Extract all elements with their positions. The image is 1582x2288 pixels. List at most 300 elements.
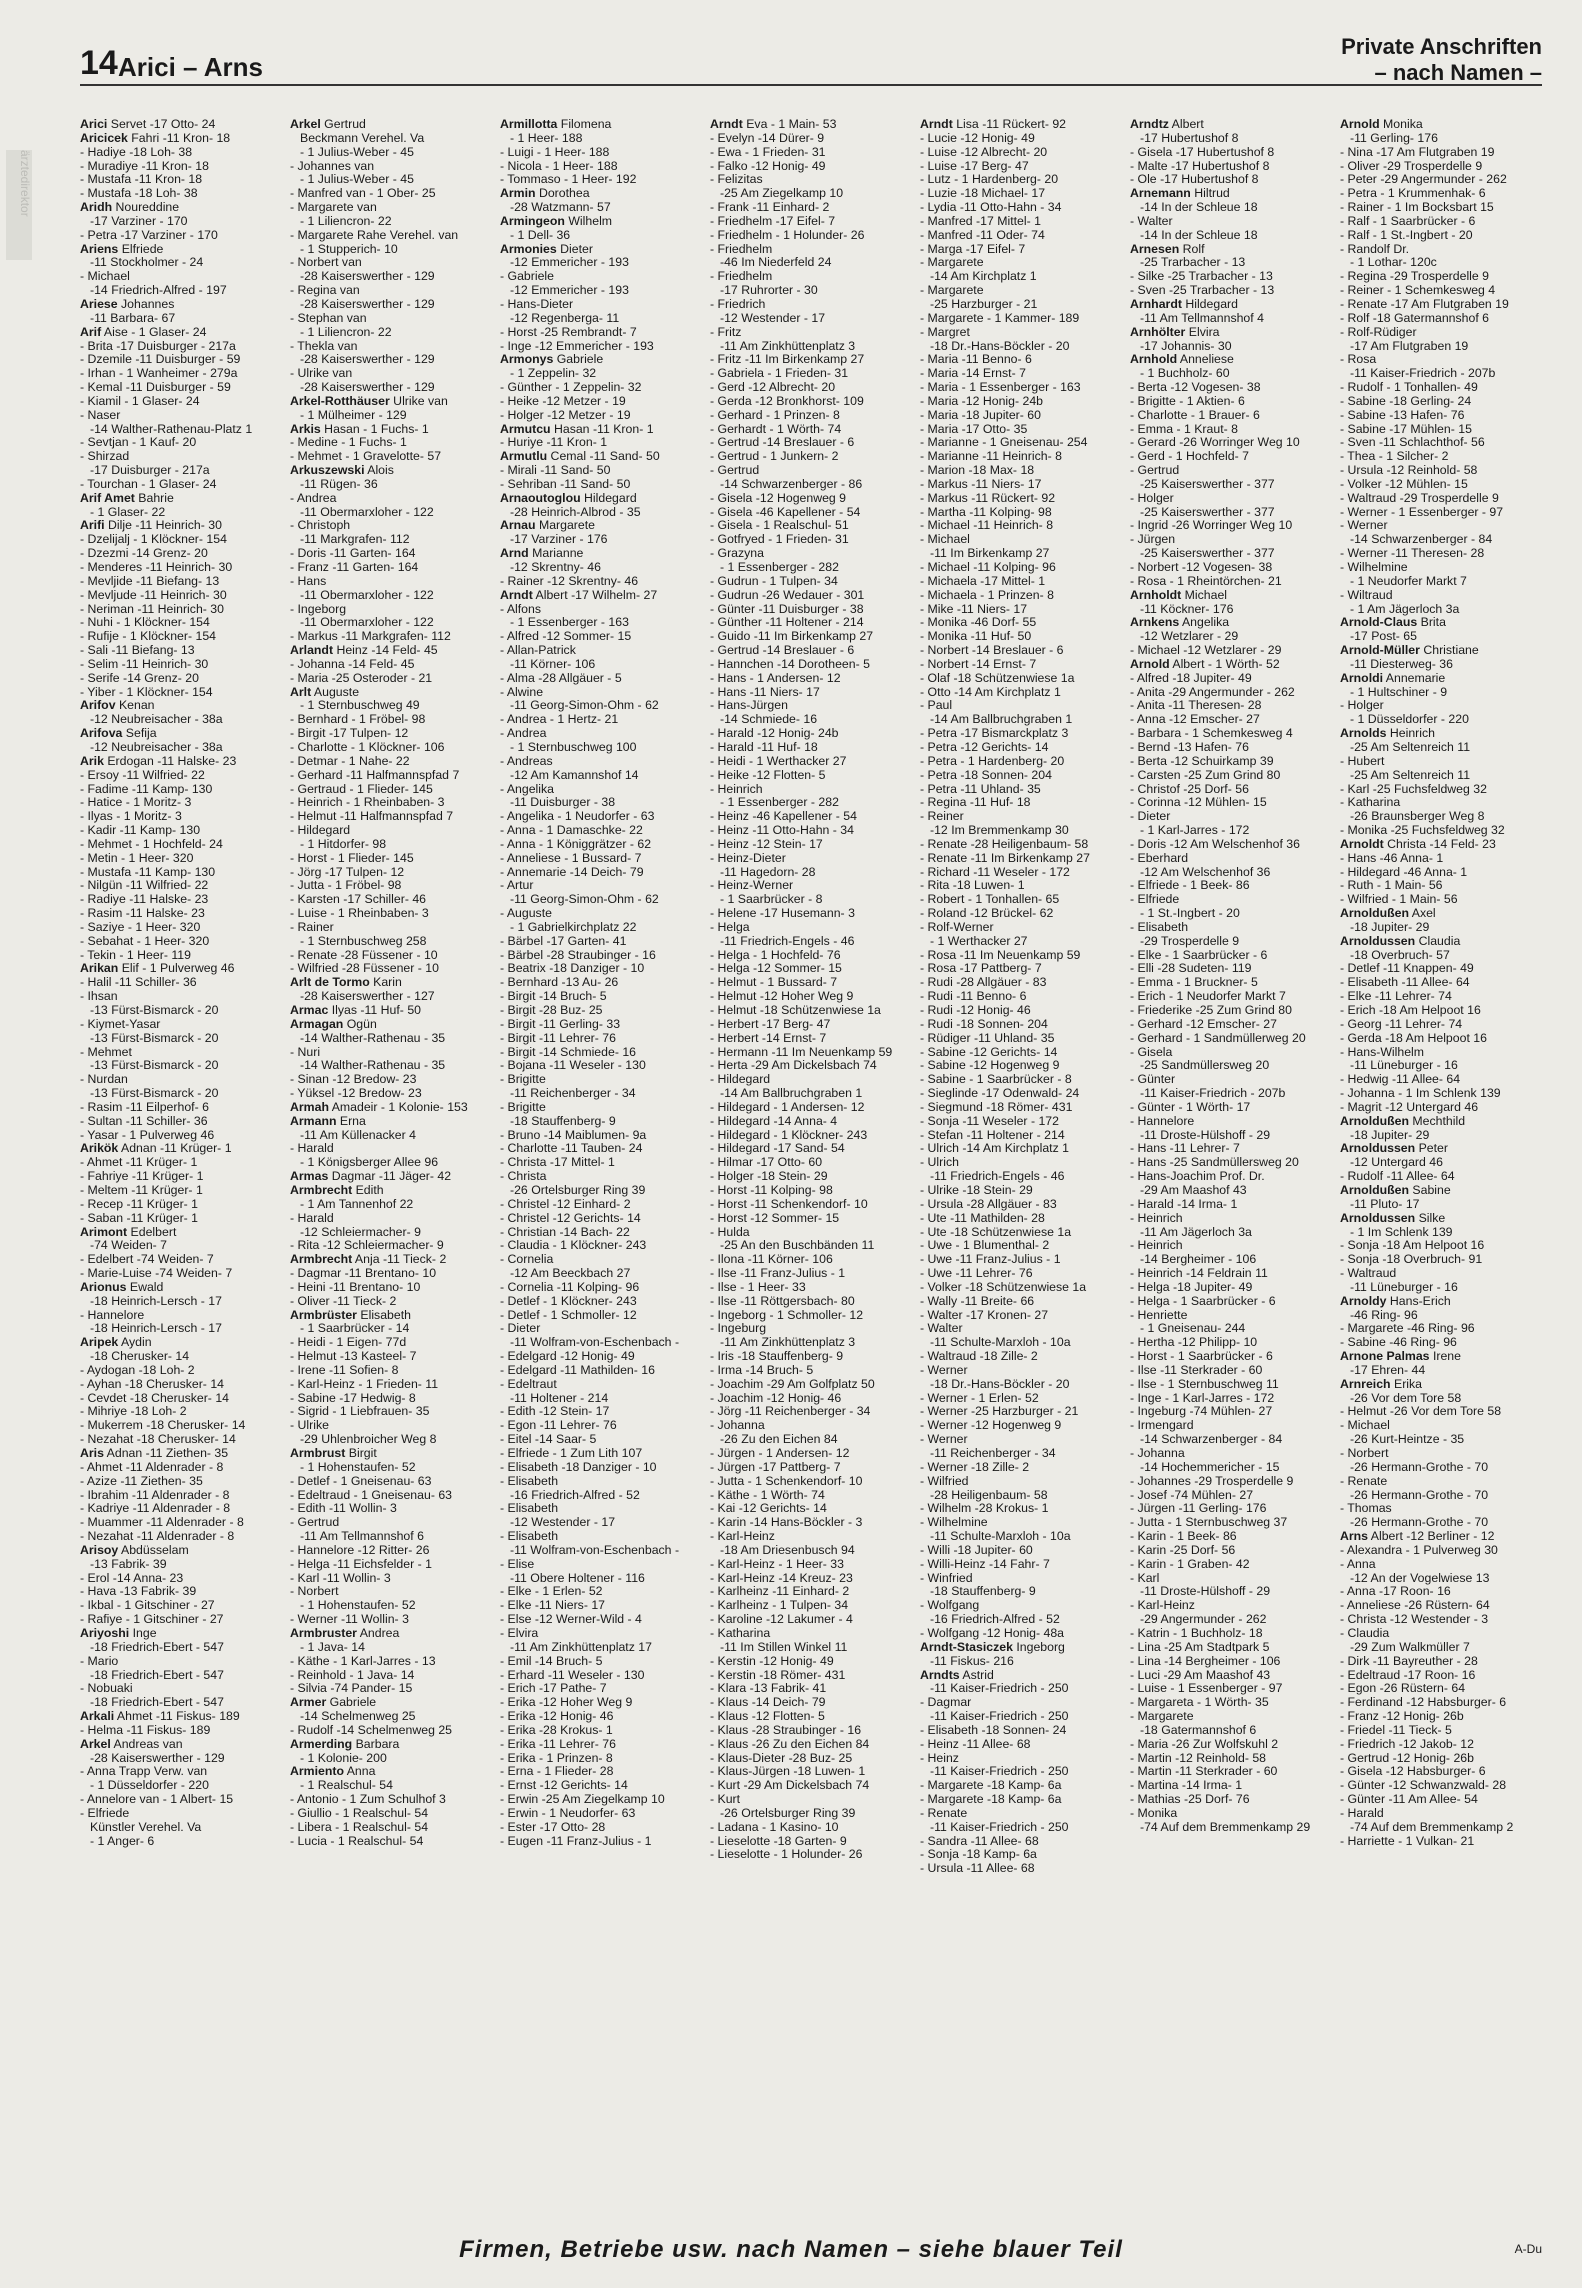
directory-entry xyxy=(500,962,702,976)
entry-text: - Robert - 1 Tonhallen- 65 xyxy=(920,893,1060,907)
entry-text: - 1 Java- 14 xyxy=(300,1640,365,1654)
entry-text: - Gabriele xyxy=(500,270,554,284)
directory-entry xyxy=(1340,1558,1542,1572)
entry-text: -11 Holtener - 214 xyxy=(510,1391,609,1405)
entry-text: - Luci -29 Am Maashof 43 xyxy=(1130,1668,1271,1682)
entry-text: Rolf xyxy=(1179,242,1205,256)
directory-column xyxy=(80,118,282,2188)
entry-text: - Franz -12 Honig- 26b xyxy=(1340,1710,1464,1724)
entry-text: - Ruth - 1 Main- 56 xyxy=(1340,879,1443,893)
entry-text: - Dzezmi -14 Grenz- 20 xyxy=(80,547,208,561)
surname: Arikan xyxy=(80,962,119,976)
directory-entry xyxy=(1340,1724,1542,1738)
entry-text: - Hans xyxy=(290,574,327,588)
entry-text: Andreas van xyxy=(110,1737,183,1751)
entry-text: Annemarie xyxy=(1383,671,1446,685)
directory-entry xyxy=(1340,229,1542,243)
surname-entry xyxy=(290,1696,492,1710)
directory-entry xyxy=(500,1641,702,1655)
directory-entry xyxy=(500,1779,702,1793)
directory-entry xyxy=(710,1765,912,1779)
directory-entry xyxy=(710,755,912,769)
directory-entry xyxy=(1130,1516,1332,1530)
directory-entry xyxy=(1130,1613,1332,1627)
entry-text: - 1 Kolonie- 200 xyxy=(300,1751,387,1765)
entry-text: - Thomas xyxy=(1340,1502,1392,1516)
entry-text: - Sultan -11 Schiller- 36 xyxy=(80,1114,208,1128)
directory-entry xyxy=(290,270,492,284)
entry-text: - Helmut -13 Kasteel- 7 xyxy=(290,1350,417,1364)
entry-text: - Maria -11 Benno- 6 xyxy=(920,353,1032,367)
directory-entry xyxy=(500,1142,702,1156)
directory-entry xyxy=(80,686,282,700)
surname-entry xyxy=(1340,1184,1542,1198)
entry-text: -11 Reichenberger - 34 xyxy=(510,1087,636,1101)
entry-text: - Helga xyxy=(710,920,750,934)
entry-text: - Kerstin -18 Römer- 431 xyxy=(710,1668,846,1682)
entry-text: - Malte -17 Hubertushof 8 xyxy=(1130,159,1270,173)
directory-entry xyxy=(1340,1309,1542,1323)
directory-entry xyxy=(710,132,912,146)
entry-text: - Rainer xyxy=(290,920,334,934)
directory-entry xyxy=(290,879,492,893)
directory-entry xyxy=(710,727,912,741)
entry-text: - Wilhelmine xyxy=(920,1516,988,1530)
directory-entry xyxy=(1130,1655,1332,1669)
directory-entry xyxy=(1130,1378,1332,1392)
directory-entry xyxy=(500,796,702,810)
surname: Armbrecht xyxy=(290,1183,353,1197)
directory-entry xyxy=(500,838,702,852)
directory-entry xyxy=(290,1198,492,1212)
entry-text: - Gerhardt - 1 Wörth- 74 xyxy=(710,422,842,436)
entry-text: - Rita -18 Luwen- 1 xyxy=(920,879,1025,893)
directory-entry xyxy=(80,450,282,464)
directory-entry xyxy=(80,672,282,686)
entry-text: - Heinz -12 Stein- 17 xyxy=(710,837,823,851)
entry-text: - Edith -12 Stein- 17 xyxy=(500,1405,610,1419)
entry-text: Wilhelm xyxy=(564,214,613,228)
directory-entry xyxy=(1340,215,1542,229)
directory-entry xyxy=(1130,270,1332,284)
entry-text: - Bernd -13 Hafen- 76 xyxy=(1130,740,1249,754)
directory-entry xyxy=(1130,1433,1332,1447)
directory-entry xyxy=(80,1253,282,1267)
entry-text: - Sali -11 Biefang- 13 xyxy=(80,644,195,658)
directory-entry xyxy=(710,492,912,506)
directory-entry xyxy=(710,575,912,589)
entry-text: Filomena xyxy=(557,118,612,131)
entry-text: - Holger -12 Metzer - 19 xyxy=(500,408,631,422)
surname: Arnolds xyxy=(1340,727,1387,741)
directory-entry xyxy=(1340,1322,1542,1336)
entry-text: -11 Am Jägerloch 3a xyxy=(1140,1225,1252,1239)
entry-text: - Gertrud xyxy=(1130,464,1180,478)
entry-text: - Hulda xyxy=(710,1225,750,1239)
directory-entry xyxy=(1340,326,1542,340)
entry-text: - Ingeburg -74 Mühlen- 27 xyxy=(1130,1405,1273,1419)
directory-entry xyxy=(80,464,282,478)
directory-entry xyxy=(80,741,282,755)
directory-entry xyxy=(80,1364,282,1378)
entry-text: - Günter -12 Schwanzwald- 28 xyxy=(1340,1779,1507,1793)
entry-text: - Kemal -11 Duisburger - 59 xyxy=(80,381,231,395)
entry-text: - Sonja -11 Weseler - 172 xyxy=(920,1114,1059,1128)
directory-entry xyxy=(1130,1807,1332,1821)
directory-entry xyxy=(290,962,492,976)
directory-entry xyxy=(500,1599,702,1613)
directory-entry xyxy=(1130,644,1332,658)
entry-text: - Petra - 1 Krummenhak- 6 xyxy=(1340,187,1486,201)
directory-entry xyxy=(1130,1004,1332,1018)
directory-entry xyxy=(920,201,1122,215)
directory-entry xyxy=(1340,1170,1542,1184)
directory-entry xyxy=(1130,1572,1332,1586)
surname: Armbrust xyxy=(290,1447,346,1460)
entry-text: - Ingeborg - 1 Schmoller- 12 xyxy=(710,1308,864,1322)
directory-entry xyxy=(710,1198,912,1212)
directory-entry xyxy=(920,256,1122,270)
entry-text: -25 Harzburger - 21 xyxy=(930,297,1038,311)
entry-text: Inge xyxy=(129,1626,157,1640)
surname: Arnesen xyxy=(1130,242,1180,256)
entry-text: - Huriye -11 Kron- 1 xyxy=(500,436,608,450)
directory-entry xyxy=(920,1018,1122,1032)
entry-text: -28 Kaiserswerther - 129 xyxy=(300,353,435,367)
entry-text: - 1 Neudorfer Markt 7 xyxy=(1350,574,1467,588)
entry-text: - Irmengard xyxy=(1130,1419,1194,1433)
entry-text: - Norbert -14 Ernst- 7 xyxy=(920,657,1037,671)
entry-text: - Rita -12 Schleiermacher- 9 xyxy=(290,1239,444,1253)
entry-text: - Margarete -18 Kamp- 6a xyxy=(920,1793,1062,1807)
directory-entry xyxy=(1130,464,1332,478)
directory-entry xyxy=(710,810,912,824)
surname: Arnold xyxy=(1130,657,1170,671)
surname-entry xyxy=(1340,1295,1542,1309)
directory-entry xyxy=(80,1793,282,1807)
entry-text: - Christa -12 Westender - 3 xyxy=(1340,1613,1489,1627)
surname-entry xyxy=(290,686,492,700)
directory-entry xyxy=(290,907,492,921)
directory-entry xyxy=(1340,1101,1542,1115)
entry-text: - Mukerrem -18 Cherusker- 14 xyxy=(80,1419,246,1433)
directory-entry xyxy=(80,1156,282,1170)
entry-text: -11 Wolfram-von-Eschenbach - xyxy=(510,1543,680,1557)
directory-entry xyxy=(500,1572,702,1586)
entry-text: - Gertrud -14 Breslauer - 6 xyxy=(710,644,855,658)
directory-entry xyxy=(80,1309,282,1323)
entry-text: - Maria - 1 Essenberger - 163 xyxy=(920,381,1081,395)
entry-text: - Margarete - 1 Kammer- 189 xyxy=(920,311,1080,325)
entry-text: - Holger -18 Stein- 29 xyxy=(710,1170,828,1184)
entry-text: - Allan-Patrick xyxy=(500,644,576,658)
directory-entry xyxy=(500,810,702,824)
entry-text: - Renate -28 Heiligenbaum- 58 xyxy=(920,837,1089,851)
directory-entry xyxy=(710,312,912,326)
entry-text: - Norbert xyxy=(290,1585,339,1599)
entry-text: - Mevljide -11 Biefang- 13 xyxy=(80,574,220,588)
entry-text: - Eitel -14 Saar- 5 xyxy=(500,1433,597,1447)
directory-entry xyxy=(500,201,702,215)
directory-entry xyxy=(710,1641,912,1655)
directory-entry xyxy=(710,824,912,838)
entry-text: - 1 Karl-Jarres - 172 xyxy=(1140,824,1250,838)
directory-entry xyxy=(920,879,1122,893)
entry-text: -11 Pluto- 17 xyxy=(1350,1197,1420,1211)
directory-entry xyxy=(500,644,702,658)
entry-text: - Brigitte xyxy=(500,1100,546,1114)
entry-text: - Käthe - 1 Wörth- 74 xyxy=(710,1488,825,1502)
surname: Arnoldußen xyxy=(1340,1114,1409,1128)
directory-entry xyxy=(290,1613,492,1627)
directory-entry xyxy=(290,1502,492,1516)
directory-entry xyxy=(290,783,492,797)
directory-entry xyxy=(500,1004,702,1018)
directory-entry xyxy=(1130,1738,1332,1752)
directory-entry xyxy=(1340,1253,1542,1267)
directory-entry xyxy=(1340,1779,1542,1793)
directory-entry xyxy=(710,1336,912,1350)
directory-entry xyxy=(710,1350,912,1364)
directory-entry xyxy=(1130,1447,1332,1461)
entry-text: - Jürgen -17 Pattberg- 7 xyxy=(710,1460,841,1474)
directory-entry xyxy=(500,755,702,769)
entry-text: -16 Friedrich-Alfred - 52 xyxy=(510,1488,640,1502)
entry-text: - Friedrich -12 Jakob- 12 xyxy=(1340,1737,1474,1751)
directory-entry xyxy=(710,1696,912,1710)
directory-entry xyxy=(710,1309,912,1323)
directory-entry xyxy=(290,1641,492,1655)
entry-text: - Ewa - 1 Frieden- 31 xyxy=(710,145,826,159)
surname-entry xyxy=(500,243,702,257)
entry-text: -17 Ehren- 44 xyxy=(1350,1363,1426,1377)
directory-entry xyxy=(920,1585,1122,1599)
directory-entry xyxy=(920,1558,1122,1572)
entry-text: - Oliver -11 Tieck- 2 xyxy=(290,1294,397,1308)
entry-text: -11 Am Küllenacker 4 xyxy=(300,1128,416,1142)
directory-entry xyxy=(710,1682,912,1696)
entry-text: Auguste xyxy=(311,685,360,699)
directory-entry xyxy=(710,423,912,437)
entry-text: - Andrea - 1 Hertz- 21 xyxy=(500,713,619,727)
entry-text: Christiane xyxy=(1419,644,1479,658)
directory-entry xyxy=(80,312,282,326)
directory-entry xyxy=(80,630,282,644)
surname: Armin xyxy=(500,187,536,201)
entry-text: - Ulrike xyxy=(290,1419,329,1433)
entry-text: - Falko -12 Honig- 49 xyxy=(710,159,826,173)
entry-text: -11 Diesterweg- 36 xyxy=(1350,657,1453,671)
directory-entry xyxy=(710,879,912,893)
surname-entry xyxy=(1340,1530,1542,1544)
directory-entry xyxy=(1340,603,1542,617)
directory-entry xyxy=(1340,699,1542,713)
entry-text: - Karlheinz -11 Einhard- 2 xyxy=(710,1585,850,1599)
entry-text: Karin xyxy=(369,976,402,990)
entry-text: - Elisabeth -18 Danziger - 10 xyxy=(500,1460,657,1474)
directory-entry xyxy=(920,1516,1122,1530)
directory-entry xyxy=(500,1295,702,1309)
directory-entry xyxy=(500,1350,702,1364)
entry-text: - Christof -25 Dorf- 56 xyxy=(1130,782,1249,796)
directory-entry xyxy=(1340,1405,1542,1419)
directory-entry xyxy=(290,1087,492,1101)
directory-column xyxy=(500,118,702,2188)
directory-entry xyxy=(1130,1018,1332,1032)
entry-text: - Erich -18 Am Helpoot 16 xyxy=(1340,1004,1481,1017)
entry-text: Marianne xyxy=(528,547,584,561)
entry-text: - 1 Anger- 6 xyxy=(90,1834,155,1848)
directory-entry xyxy=(1130,866,1332,880)
surname-entry xyxy=(290,1253,492,1267)
directory-entry xyxy=(290,1572,492,1586)
entry-text: - Marga -17 Eifel- 7 xyxy=(920,242,1026,256)
entry-text: - Elise xyxy=(500,1557,535,1571)
directory-entry xyxy=(920,949,1122,963)
entry-text: - 1 Sternbuschweg 258 xyxy=(300,934,427,948)
entry-text: - Kurt xyxy=(710,1793,741,1807)
entry-text: Dagmar -11 Jäger- 42 xyxy=(328,1170,452,1184)
surname-entry xyxy=(500,547,702,561)
entry-text: - Berta -12 Vogesen- 38 xyxy=(1130,381,1261,395)
directory-entry xyxy=(1130,1046,1332,1060)
directory-entry xyxy=(80,1461,282,1475)
entry-text: - Ayhan -18 Cherusker- 14 xyxy=(80,1377,224,1391)
entry-text: - Tourchan - 1 Glaser- 24 xyxy=(80,477,217,491)
directory-entry xyxy=(80,187,282,201)
entry-text: -11 Lüneburger - 16 xyxy=(1350,1280,1458,1294)
directory-entry xyxy=(710,1073,912,1087)
entry-text: - Nuri xyxy=(290,1045,321,1059)
directory-entry xyxy=(500,658,702,672)
directory-entry xyxy=(920,1046,1122,1060)
entry-text: -25 Am Ziegelkamp 10 xyxy=(720,187,844,201)
directory-entry xyxy=(290,838,492,852)
entry-text: - 1 Buchholz- 60 xyxy=(1140,367,1230,381)
directory-entry xyxy=(1130,1350,1332,1364)
directory-entry xyxy=(290,298,492,312)
entry-text: - Christel -12 Einhard- 2 xyxy=(500,1197,631,1211)
entry-text: - Sabine -13 Hafen- 76 xyxy=(1340,408,1465,422)
directory-entry xyxy=(710,146,912,160)
entry-text: - Mario xyxy=(80,1654,119,1668)
side-watermark: ärztedirektor xyxy=(6,150,32,260)
directory-entry xyxy=(80,1184,282,1198)
entry-text: - Markus -11 Rückert- 92 xyxy=(920,491,1056,505)
surname: Armonies xyxy=(500,242,557,256)
directory-entry xyxy=(1130,1322,1332,1336)
entry-text: - Karin -14 Hans-Böckler - 3 xyxy=(710,1516,863,1530)
directory-entry xyxy=(920,450,1122,464)
entry-text: - Erna - 1 Flieder- 28 xyxy=(500,1765,614,1779)
surname-entry xyxy=(80,201,282,215)
directory-entry xyxy=(1340,353,1542,367)
directory-entry xyxy=(1340,810,1542,824)
surname: Arkel xyxy=(80,1737,111,1751)
directory-entry xyxy=(290,893,492,907)
entry-text: - Elke -11 Niers- 17 xyxy=(500,1599,606,1613)
directory-entry xyxy=(710,284,912,298)
directory-entry xyxy=(710,256,912,270)
entry-text: - Hubert xyxy=(1340,754,1385,768)
entry-text: - Alma -28 Allgäuer - 5 xyxy=(500,671,622,685)
entry-text: - Karin -25 Dorf- 56 xyxy=(1130,1543,1236,1557)
directory-entry xyxy=(500,1184,702,1198)
entry-text: - Charlotte - 1 Brauer- 6 xyxy=(1130,408,1260,422)
entry-text: - Erol -14 Anna- 23 xyxy=(80,1571,184,1585)
surname-entry xyxy=(290,464,492,478)
entry-text: - Ursula -12 Reinhold- 58 xyxy=(1340,464,1478,478)
entry-text: Sabine xyxy=(1409,1183,1451,1197)
directory-entry xyxy=(80,893,282,907)
directory-entry xyxy=(920,1322,1122,1336)
entry-text: -28 Kaiserswerther - 127 xyxy=(300,990,435,1004)
directory-entry xyxy=(1130,1309,1332,1323)
directory-entry xyxy=(500,616,702,630)
directory-entry xyxy=(290,1655,492,1669)
entry-text: - Michael xyxy=(80,270,130,284)
surname-entry xyxy=(1340,616,1542,630)
entry-text: - Muammer -11 Aldenrader - 8 xyxy=(80,1516,244,1530)
directory-entry xyxy=(1130,796,1332,810)
directory-entry xyxy=(710,270,912,284)
entry-text: - Friedel -11 Tieck- 5 xyxy=(1340,1723,1452,1737)
entry-text: Hildegard xyxy=(580,491,637,505)
entry-text: - Johanna xyxy=(1130,1447,1185,1460)
entry-text: - Tekin - 1 Heer- 119 xyxy=(80,948,191,962)
entry-text: - Detlef -11 Knappen- 49 xyxy=(1340,962,1474,976)
directory-entry xyxy=(1340,1682,1542,1696)
directory-entry xyxy=(80,1765,282,1779)
entry-text: - Maria -18 Jupiter- 60 xyxy=(920,408,1041,422)
directory-entry xyxy=(920,312,1122,326)
entry-text: Elif - 1 Pulverweg 46 xyxy=(118,962,235,976)
entry-text: Gertrud xyxy=(320,118,366,131)
entry-text: - Rosa -11 Im Neuenkamp 59 xyxy=(920,948,1081,962)
entry-text: - Elfriede xyxy=(1130,893,1180,907)
entry-text: -28 Heiligenbaum- 58 xyxy=(930,1488,1048,1502)
entry-text: Hasan - 1 Fuchs- 1 xyxy=(320,422,429,436)
directory-entry xyxy=(920,796,1122,810)
surname-entry xyxy=(290,1627,492,1641)
entry-text: - 1 Hitdorfer- 98 xyxy=(300,837,387,851)
directory-entry xyxy=(290,519,492,533)
directory-entry xyxy=(710,1447,912,1461)
entry-text: - Rosa - 1 Rheintörchen- 21 xyxy=(1130,574,1282,588)
entry-text: -18 Am Driesenbusch 94 xyxy=(720,1543,855,1557)
directory-entry xyxy=(920,1142,1122,1156)
surname: Armann xyxy=(290,1114,337,1128)
directory-entry xyxy=(1130,1392,1332,1406)
entry-text: - Maria -17 Otto- 35 xyxy=(920,422,1028,436)
entry-text: - Dieter xyxy=(1130,810,1171,824)
entry-text: - Petra -12 Gerichts- 14 xyxy=(920,740,1049,754)
directory-entry xyxy=(1130,1087,1332,1101)
entry-text: - Rüdiger -11 Uhland- 35 xyxy=(920,1031,1055,1045)
entry-text: -11 Kaiser-Friedrich - 250 xyxy=(930,1765,1069,1779)
entry-text: - Heinrich xyxy=(710,782,763,796)
directory-entry xyxy=(500,1198,702,1212)
directory-entry xyxy=(1340,1226,1542,1240)
directory-entry xyxy=(710,1281,912,1295)
entry-text: - Harald -14 Irma- 1 xyxy=(1130,1197,1238,1211)
directory-entry xyxy=(710,1848,912,1862)
entry-text: -12 Emmericher - 193 xyxy=(510,284,629,298)
entry-text: - Elfriede - 1 Zum Lith 107 xyxy=(500,1447,643,1460)
directory-entry xyxy=(920,630,1122,644)
entry-text: Servet -17 Otto- 24 xyxy=(107,118,216,131)
directory-entry xyxy=(1130,1336,1332,1350)
